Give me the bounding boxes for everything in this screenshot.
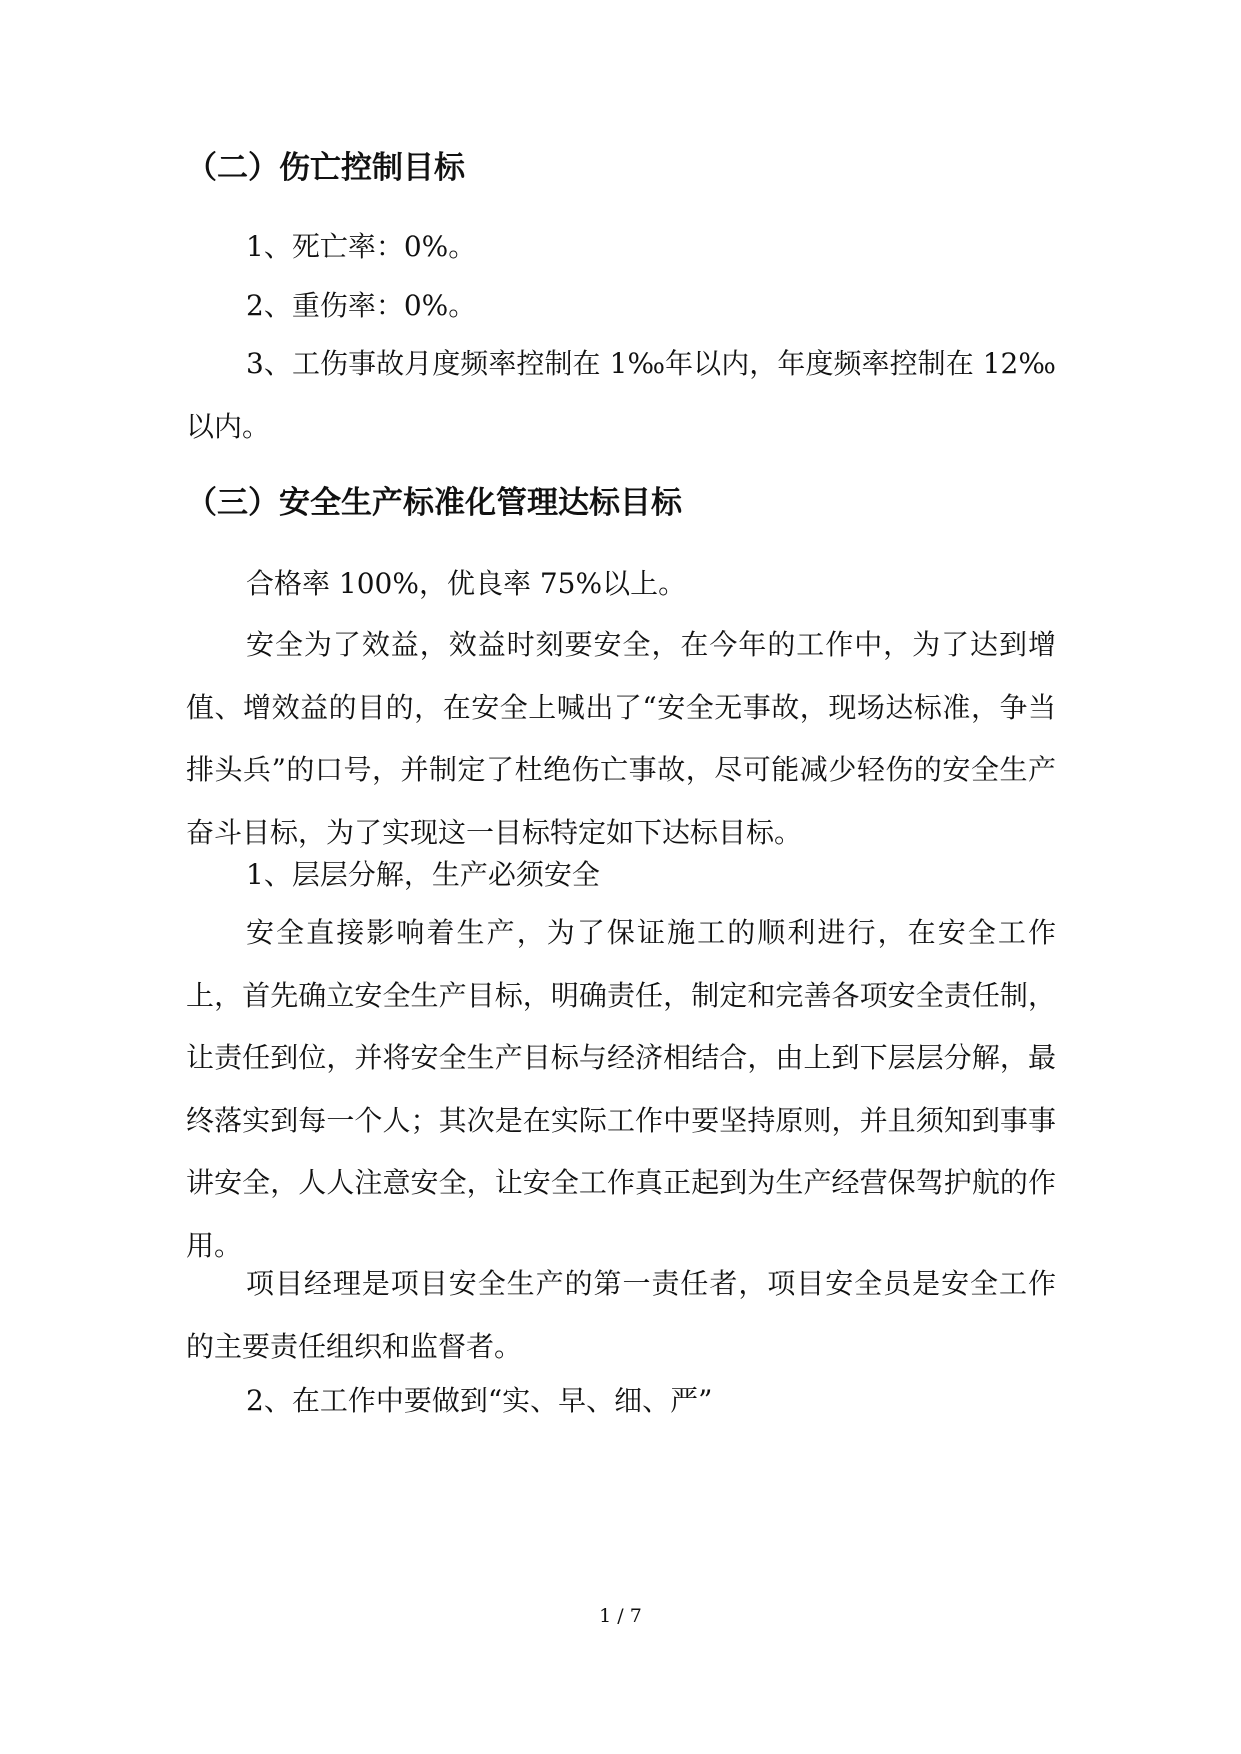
- point1-roles-paragraph: 项目经理是项目安全生产的第一责任者，项目安全员是安全工作的主要责任组织和监督者。: [186, 1267, 1056, 1363]
- page-number: 1 / 7: [599, 1605, 642, 1627]
- serious-injury-rate-item: 2、重伤率：0%。: [246, 289, 477, 322]
- injury-frequency-item: 3、工伤事故月度频率控制在 1‰年以内，年度频率控制在 12‰以内。: [186, 347, 1056, 443]
- point1-body-paragraph: 安全直接影响着生产，为了保证施工的顺利进行，在安全工作上，首先确立安全生产目标，明确责任，制定和完善各项安全责任制，让责任到位，并将安全生产目标与经济相结合，由上到下层层分解，最终落实到每一个人；其次是在实际工作中要坚持原则，并且须知到事事讲安全，人人注意安全，让安全工作真正起到为生产经营保驾护航的作用。: [186, 916, 1056, 1262]
- point2-title: 2、在工作中要做到“实、早、细、严”: [246, 1384, 713, 1417]
- safety-intro-paragraph: 安全为了效益，效益时刻要安全，在今年的工作中，为了达到增值、增效益的目的，在安全上喊出了“安全无事故，现场达标准，争当排头兵”的口号，并制定了杜绝伤亡事故，尽可能减少轻伤的安全生产奋斗目标，为了实现这一目标特定如下达标目标。: [186, 628, 1056, 849]
- point1-title: 1、层层分解，生产必须安全: [246, 858, 600, 891]
- section-heading-injury-control: （二）伤亡控制目标: [186, 150, 465, 186]
- pass-rate-paragraph: 合格率 100%，优良率 75%以上。: [246, 567, 687, 600]
- death-rate-item: 1、死亡率：0%。: [246, 230, 477, 263]
- section-heading-standardization: （三）安全生产标准化管理达标目标: [186, 485, 682, 521]
